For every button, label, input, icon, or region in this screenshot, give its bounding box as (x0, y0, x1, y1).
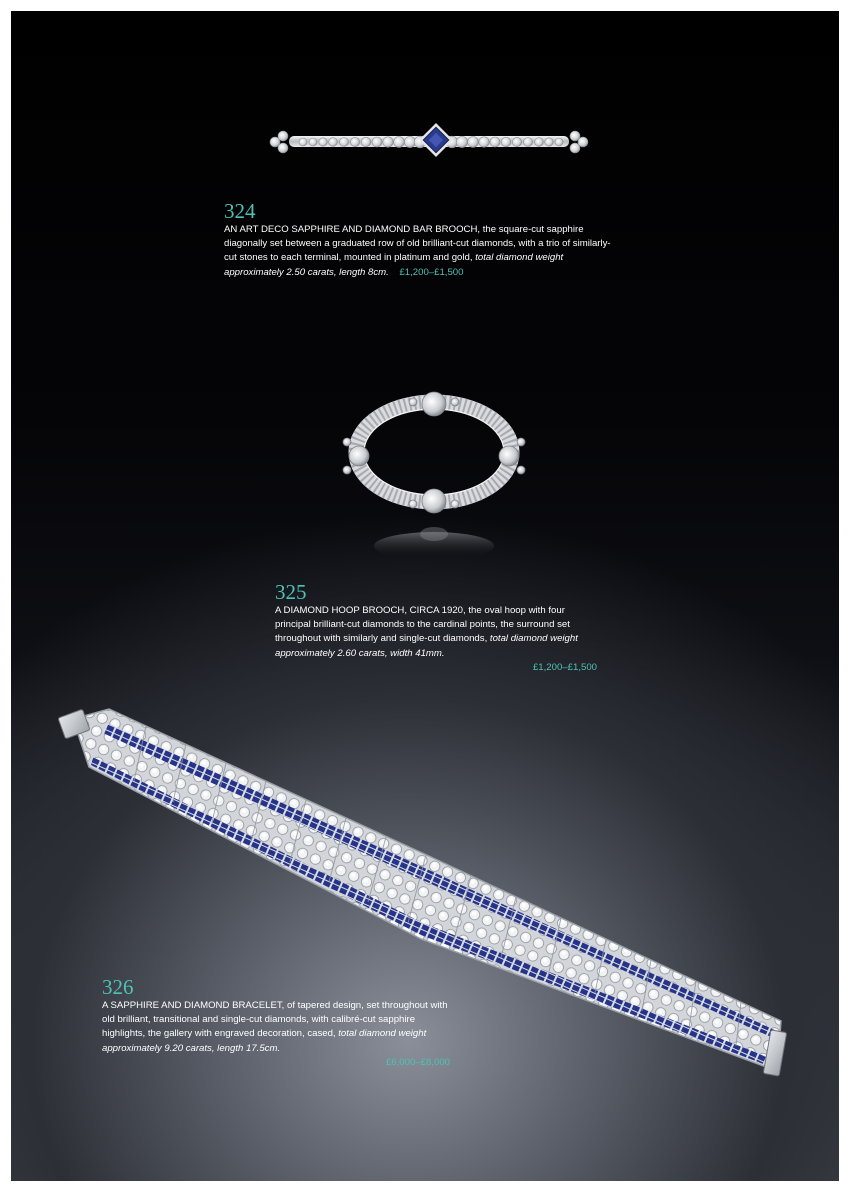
lot-description: the oval hoop with four principal brilliant-cut diamonds to the cardinal points, the surround set throughout with similarly and single-cut diamonds, (275, 605, 570, 645)
lot-description: the square-cut sapphire diagonally set between a graduated row of old brilliant-cut diamonds, with a trio of similarly-cut stones to each terminal, mounted in platinum and gold, (224, 224, 611, 264)
lot-estimate: £1,200–£1,500 (399, 266, 464, 278)
lot-326-entry (102, 976, 450, 1070)
lot-estimate: £6,000–£8,000 (385, 1056, 450, 1068)
lot-title: AN ART DECO SAPPHIRE AND DIAMOND BAR BROOCH, (224, 224, 481, 235)
catalogue-page (11, 11, 839, 1181)
lot-number: 325 (275, 580, 307, 604)
lot-description: of tapered design, set throughout with old brilliant, transitional and single-cut diamonds, with calibré-cut sapphire highlights, the gallery with engraved decoration, cased, (102, 1000, 448, 1040)
lot-number: 326 (102, 975, 134, 999)
lot-description-italic: total diamond weight approximately 9.20 carats, length 17.5cm. (102, 1028, 427, 1054)
lot-title: A SAPPHIRE AND DIAMOND BRACELET, (102, 1000, 285, 1011)
lot-title: A DIAMOND HOOP BROOCH, CIRCA 1920, (275, 605, 466, 616)
lot-description-italic: total diamond weight approximately 2.50 carats, length 8cm. (224, 252, 564, 278)
lot-number: 324 (224, 199, 256, 223)
lot-description-italic: total diamond weight approximately 2.60 carats, width 41mm. (275, 633, 578, 659)
lot-estimate: £1,200–£1,500 (532, 661, 597, 673)
